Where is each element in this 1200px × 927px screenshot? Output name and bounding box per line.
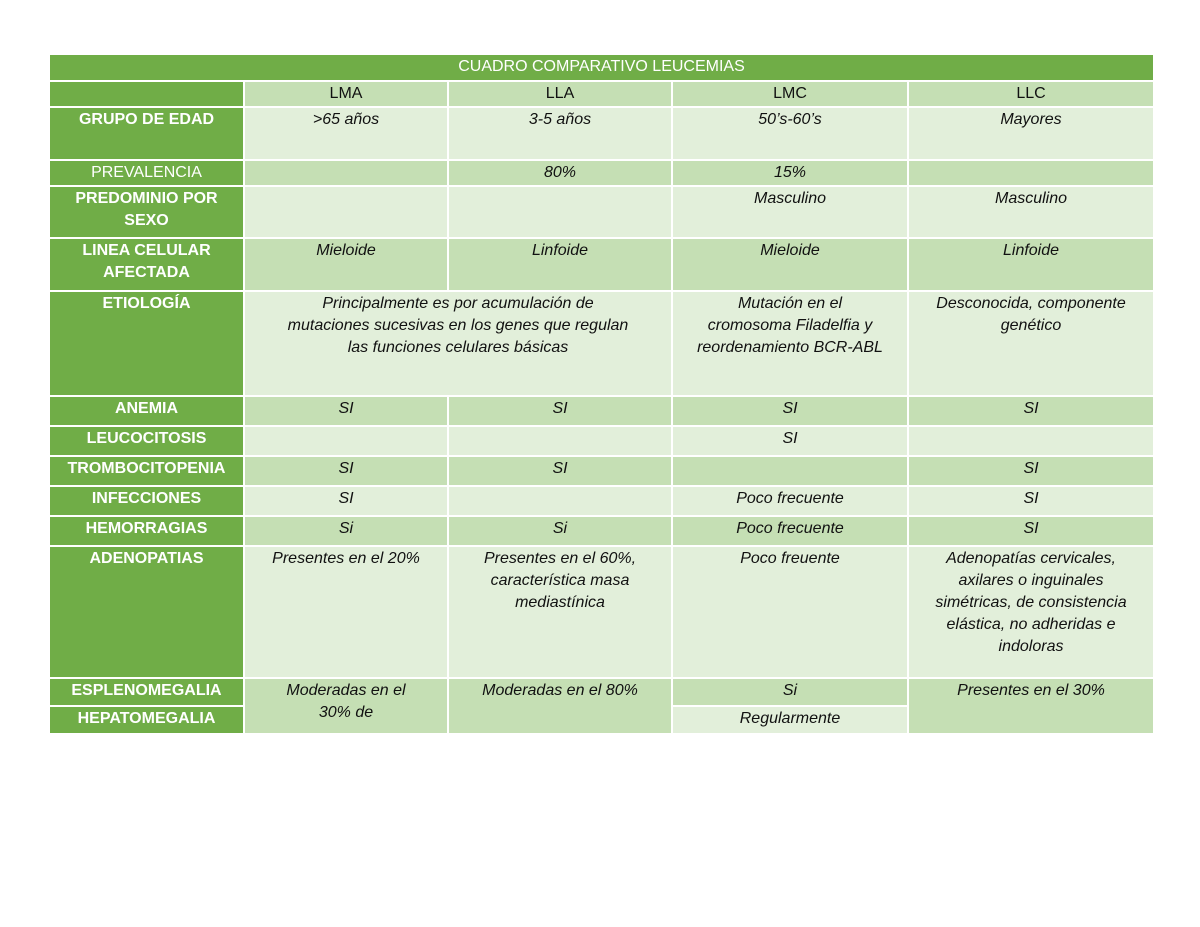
row-label: ADENOPATIAS [49, 546, 244, 678]
cell-lla: SI [448, 396, 672, 426]
cell-llc [908, 426, 1154, 456]
cell-llc: SI [908, 516, 1154, 546]
col-header-llc: LLC [908, 81, 1154, 107]
cell-lmc: Poco frecuente [672, 516, 908, 546]
row-label: LEUCOCITOSIS [49, 426, 244, 456]
row-label: ETIOLOGÍA [49, 291, 244, 396]
col-header-lma: LMA [244, 81, 448, 107]
cell-llc: SI [908, 456, 1154, 486]
cell-lla: SI [448, 456, 672, 486]
row-label: TROMBOCITOPENIA [49, 456, 244, 486]
row-label: ESPLENOMEGALIA [49, 678, 244, 706]
cell-lmc: Mutación en el cromosoma Filadelfia y reordenamiento BCR-ABL [672, 291, 908, 396]
row-grupo-edad [49, 107, 1154, 160]
cell-lmc: 50’s-60’s [672, 107, 908, 160]
cell-lla: Moderadas en el 80% [448, 678, 672, 734]
title-row [49, 54, 1154, 81]
corner-cell [49, 81, 244, 107]
cell-lla [448, 486, 672, 516]
cell-lma: Presentes en el 20% [244, 546, 448, 678]
cell-lmc: Masculino [672, 186, 908, 238]
cell-llc: SI [908, 486, 1154, 516]
col-header-lla: LLA [448, 81, 672, 107]
col-header-lmc: LMC [672, 81, 908, 107]
cell-lla: Linfoide [448, 238, 672, 291]
cell-llc: Mayores [908, 107, 1154, 160]
cell-lla: 3-5 años [448, 107, 672, 160]
cell-lla: 80% [448, 160, 672, 186]
cell-lma: Si [244, 516, 448, 546]
cell-lma [244, 160, 448, 186]
row-label: HEMORRAGIAS [49, 516, 244, 546]
cell-lmc: Mieloide [672, 238, 908, 291]
cell-lmc [672, 456, 908, 486]
cell-lla: Si [448, 516, 672, 546]
row-label: HEPATOMEGALIA [49, 706, 244, 734]
cell-lmc: SI [672, 426, 908, 456]
cell-lma: SI [244, 456, 448, 486]
comparison-table [48, 53, 1155, 735]
cell-lmc: Poco frecuente [672, 486, 908, 516]
cell-llc: SI [908, 396, 1154, 426]
cell-llc [908, 160, 1154, 186]
row-label: PREDOMINIO POR SEXO [49, 186, 244, 238]
row-anemia [49, 396, 1154, 426]
row-label: INFECCIONES [49, 486, 244, 516]
cell-lmc: Si [672, 678, 908, 706]
row-label: PREVALENCIA [49, 160, 244, 186]
cell-lma-lla: Principalmente es por acumulación de mutaciones sucesivas en los genes que regulan las funciones celulares básicas [244, 291, 672, 396]
cell-llc: Presentes en el 30% [908, 678, 1154, 734]
row-etiologia [49, 291, 1154, 396]
cell-llc: Linfoide [908, 238, 1154, 291]
row-prevalencia [49, 160, 1154, 186]
cell-llc: Desconocida, componente genético [908, 291, 1154, 396]
cell-lma: Mieloide [244, 238, 448, 291]
row-label: GRUPO DE EDAD [49, 107, 244, 160]
cell-llc: Adenopatías cervicales, axilares o inguinales simétricas, de consistencia elástica, no adheridas e indoloras [908, 546, 1154, 678]
row-esplenomegalia [49, 678, 1154, 706]
column-header-row [49, 81, 1154, 107]
cell-lma [244, 426, 448, 456]
row-trombocitopenia [49, 456, 1154, 486]
row-adenopatias [49, 546, 1154, 678]
row-leucocitosis [49, 426, 1154, 456]
cell-lma [244, 186, 448, 238]
row-label: LINEA CELULAR AFECTADA [49, 238, 244, 291]
cell-lmc: Regularmente [672, 706, 908, 734]
cell-llc: Masculino [908, 186, 1154, 238]
cell-lmc: 15% [672, 160, 908, 186]
cell-lma: Moderadas en el 30% de [244, 678, 448, 734]
cell-lma: SI [244, 486, 448, 516]
table-title: CUADRO COMPARATIVO LEUCEMIAS [49, 54, 1154, 81]
cell-lla [448, 426, 672, 456]
cell-lma: >65 años [244, 107, 448, 160]
cell-lma: SI [244, 396, 448, 426]
row-infecciones [49, 486, 1154, 516]
cell-lla: Presentes en el 60%, característica masa mediastínica [448, 546, 672, 678]
row-linea-celular [49, 238, 1154, 291]
row-label: ANEMIA [49, 396, 244, 426]
row-predominio [49, 186, 1154, 238]
cell-lmc: Poco freuente [672, 546, 908, 678]
cell-lla [448, 186, 672, 238]
cell-lmc: SI [672, 396, 908, 426]
row-hemorragias [49, 516, 1154, 546]
